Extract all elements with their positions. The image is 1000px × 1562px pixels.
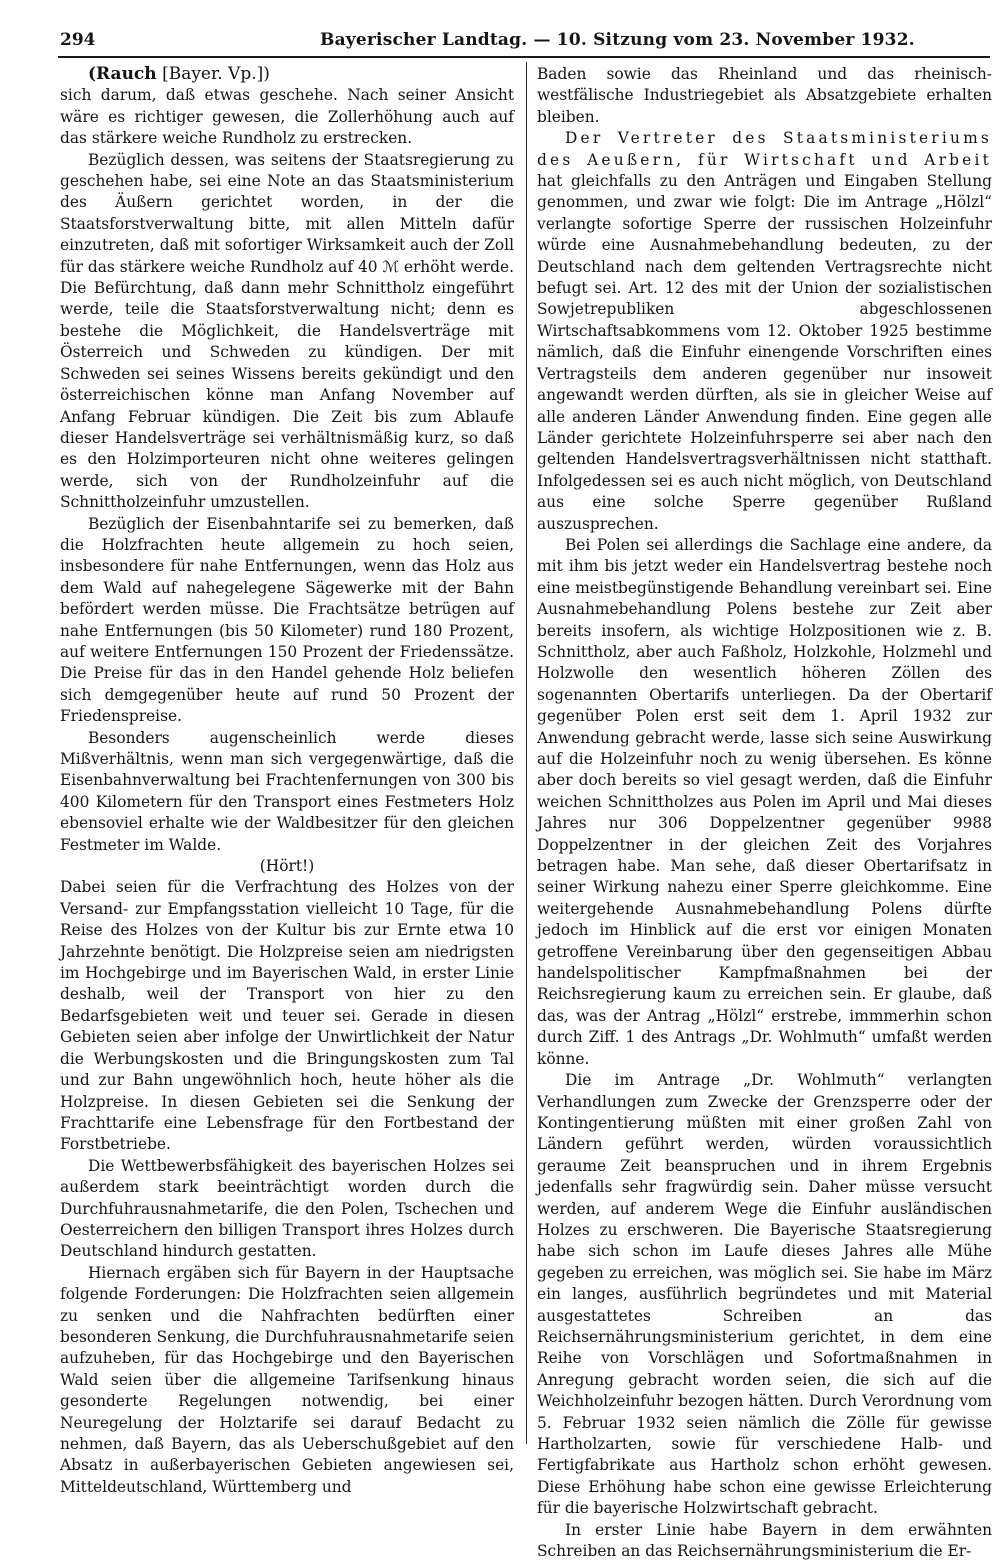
paragraph: Dabei seien für die Verfrachtung des Holzes von der Versand- zur Empfangsstation vielleicht 10 Tage, für die Reise des Holzes von der Kultur bis zur Ernte etwa 10 Jahrzehnte benötigt. Die Holzpreise seien am niedrigsten im Hochgebirge und im Bayerischen Wald, in erster Linie deshalb, weil der Transport von hier zu den Bedarfsgebieten weit und teuer sei. Gerade in diesen Gebieten seien aber infolge der Unwirtlichkeit der Natur die Werbungskosten und die Bringungskosten zum Tal und zur Bahn ungewöhnlich hoch, heute höher als die Holzpreise. In diesen Gebieten sei die Senkung der Frachttarife eine Lebensfrage für den Fortbestand der Forstbetriebe. bbox=[60, 878, 514, 1154]
representative-lead: Der Vertreter des Staatsministeriums des Aeußern, für Wirtschaft und Arbeit bbox=[537, 129, 992, 169]
paragraph-text: hat gleichfalls zu den Anträgen und Eingaben Stellung genommen, und zwar wie folgt: Die im Antrage „Hölzl“ verlangte sofortige Sperre der russischen Holzeinfuhr würde eine Ausnahmebehandlung bedeuten, zu der Deutschland nach dem geltenden Vertragsrechte nicht befugt sei. Art. 12 des mit der Union der sozialistischen Sowjetrepubliken abgeschlossenen Wirtschaftsabkommens vom 12. Oktober 1925 bestimme nämlich, daß die Einfuhr einengende Vorschriften eines Vertragsteils dem anderen gegenüber nur insoweit angewandt werden dürften, als sie in gleicher Weise auf alle anderen Länder Anwendung finden. Eine gegen alle Länder gerichtete Holzeinfuhrsperre sei aber nach den geltenden Handelsvertragsverhältnissen nicht statthaft. Infolgedessen sei es auch nicht möglich, von Deutschland aus eine solche Sperre gegenüber Rußland auszusprechen. bbox=[537, 172, 992, 533]
paragraph: sich darum, daß etwas geschehe. Nach seiner Ansicht wäre es richtiger gewesen, die Zollerhöhung auch auf das stärkere weiche Rundholz zu erstrecken. bbox=[60, 86, 514, 148]
paragraph: Hiernach ergäben sich für Bayern in der Hauptsache folgende Forderungen: Die Holzfrachten seien allgemein zu senken und die Nahfrachten bedürften einer besonderen Senkung, die Durchfuhrausnahmetarife seien aufzuheben, für das Hochgebirge und den Bayerischen Wald seien über die allgemeine Tarifsenkung hinaus gesonderte Regelungen notwendig, bei einer Neuregelung der Holztarife sei darauf Bedacht zu nehmen, daß Bayern, das als Ueberschußgebiet auf den Absatz in außerbayerischen Gebieten angewiesen sei, Mitteldeutschland, Württemberg und bbox=[60, 1263, 514, 1496]
paragraph: Bei Polen sei allerdings die Sachlage eine andere, da mit ihm bis jetzt weder ein Handelsvertrag bestehe noch eine meistbegünstigende Behandlung vereinbart sei. Eine Ausnahmebehandlung Polens bestehe zur Zeit aber bereits insofern, als wichtige Holzpositionen wie z. B. Schnittholz, aber auch Faßholz, Holzkohle, Holzmehl und Holzwolle den wesentlich höheren Zöllen des sogenannten Obertarifs unterliegen. Da der Obertarif gegenüber Polen erst seit dem 1. April 1932 zur Anwendung gebracht werde, lasse sich seine Auswirkung auf die Holzeinfuhr noch zu wenig übersehen. Es könne aber doch bereits so viel gesagt werden, daß die Einfuhr weichen Schnittholzes aus Polen im April und Mai dieses Jahres nur 306 Doppelzentner gegenüber 9988 Doppelzentner in der gleichen Zeit des Vorjahres betragen habe. Man sehe, daß dieser Obertarifsatz in seiner Wirkung nahezu einer Sperre gleichkomme. Eine weitergehende Ausnahmebehandlung Polens dürfte jedoch im Hinblick auf die erst vor einigen Monaten getroffene Vereinbarung über den gegenseitigen Abbau handelspolitischer Kampfmaßnahmen bei der Reichsregierung kaum zu erreichen sein. Er glaube, daß das, was der Antrag „Hölzl“ erstrebe, immmerhin schon durch Ziff. 1 des Antrags „Dr. Wohlmuth“ umfaßt werden könne. bbox=[537, 535, 992, 1068]
paragraph: Die im Antrage „Dr. Wohlmuth“ verlangten Verhandlungen zum Zwecke der Grenzsperre oder der Kontingentierung müßten mit einer großen Zahl von Ländern geführt werden, würden voraussichtlich geraume Zeit beanspruchen und in ihrem Ergebnis jedenfalls sehr fragwürdig sein. Daher müsse versucht werden, auf anderem Wege die Einfuhr ausländischen Holzes zu erschweren. Die Bayerische Staatsregierung habe sich schon im Laufe dieses Jahres alle Mühe gegeben zu erreichen, was möglich sei. Sie habe im März ein langes, ausführlich begründetes und mit Material ausgestattetes Schreiben an das Reichsernährungsministerium gerichtet, in dem eine Reihe von Vorschlägen und Sofortmaßnahmen in Anregung gebracht worden seien, die sich auf die Weichholzeinfuhr bezogen hätten. Durch Verordnung vom 5. Februar 1932 seien nämlich die Zölle für gewisse Hartholzarten, sowie für verschiedene Halb- und Fertigfabrikate aus Hartholz schon erhöht gewesen. Diese Erhöhung habe schon eine gewisse Erleichterung für die bayerische Holzwirtschaft gebracht. bbox=[537, 1071, 992, 1518]
running-title: Bayerischer Landtag. — 10. Sitzung vom 23. November 1932. bbox=[320, 30, 915, 50]
page-header bbox=[58, 30, 990, 58]
speaker-party: [Bayer. Vp.]) bbox=[162, 64, 270, 84]
speaker-name: (Rauch bbox=[88, 64, 157, 84]
paragraph-representative bbox=[537, 128, 992, 535]
column-divider bbox=[526, 62, 527, 1444]
right-column bbox=[537, 64, 992, 1561]
interjection: (Hört!) bbox=[259, 857, 315, 876]
page-number: 294 bbox=[60, 30, 96, 50]
paragraph: In erster Linie habe Bayern in dem erwähnten Schreiben an das Reichsernährungsministerium die Er- bbox=[537, 1520, 992, 1561]
paragraph: Besonders augenscheinlich werde dieses Mißverhältnis, wenn man sich vergegenwärtige, daß die Eisenbahnverwaltung bei Frachtenfernungen von 300 bis 400 Kilometern für den Transport eines Festmeters Holz ebensoviel erhalte wie der Waldbesitzer für den gleichen Festmeter im Walde. bbox=[60, 728, 514, 854]
paragraph: Baden sowie das Rheinland und das rheinisch-westfälische Industriegebiet als Absatzgebiete erhalten bleiben. bbox=[537, 65, 992, 126]
speaker-heading bbox=[60, 64, 514, 85]
left-column bbox=[60, 64, 514, 1496]
paragraph: Bezüglich dessen, was seitens der Staatsregierung zu geschehen habe, sei eine Note an das Staatsministerium des Äußern gerichtet worden, in der die Staatsforstverwaltung bitte, mit allen Mitteln dafür einzutreten, daß mit sofortiger Wirksamkeit auch der Zoll für das stärkere weiche Rundholz auf 40 ℳ erhöht werde. Die Befürchtung, daß dann mehr Schnittholz eingeführt werde, teile die Staatsforstverwaltung nicht; denn es bestehe die Möglichkeit, die Handelsverträge mit Österreich und Schweden zu kündigen. Der mit Schweden sei seines Wissens bereits gekündigt und den österreichischen könne man Anfang November auf Anfang Februar kündigen. Die Zeit bis zum Ablaufe dieser Handelsverträge sei verhältnismäßig kurz, so daß es den Holzimporteuren nicht ohne weiteres gelingen werde, sich von der Rundholzeinfuhr auf die Schnittholzeinfuhr umzustellen. bbox=[60, 150, 514, 512]
paragraph: Die Wettbewerbsfähigkeit des bayerischen Holzes sei außerdem stark beeinträchtigt worden durch die Durchfuhrausnahmetarife, die den Polen, Tschechen und Oesterreichern den billigen Transport ihres Holzes durch Deutschland hindurch gestatten. bbox=[60, 1156, 514, 1261]
paragraph: Bezüglich der Eisenbahntarife sei zu bemerken, daß die Holzfrachten heute allgemein zu hoch seien, insbesondere für nahe Entfernungen, wenn das Holz aus dem Wald auf nahegelegene Sägewerke mit der Bahn befördert werden müsse. Die Frachtsätze betrügen auf nahe Entfernungen (bis 50 Kilometer) rund 180 Prozent, auf weitere Entfernungen 150 Prozent der Friedenssätze. Die Preise für das in den Handel gehende Holz beliefen sich demgegenüber heute auf rund 50 Prozent der Friedenspreise. bbox=[60, 514, 514, 726]
